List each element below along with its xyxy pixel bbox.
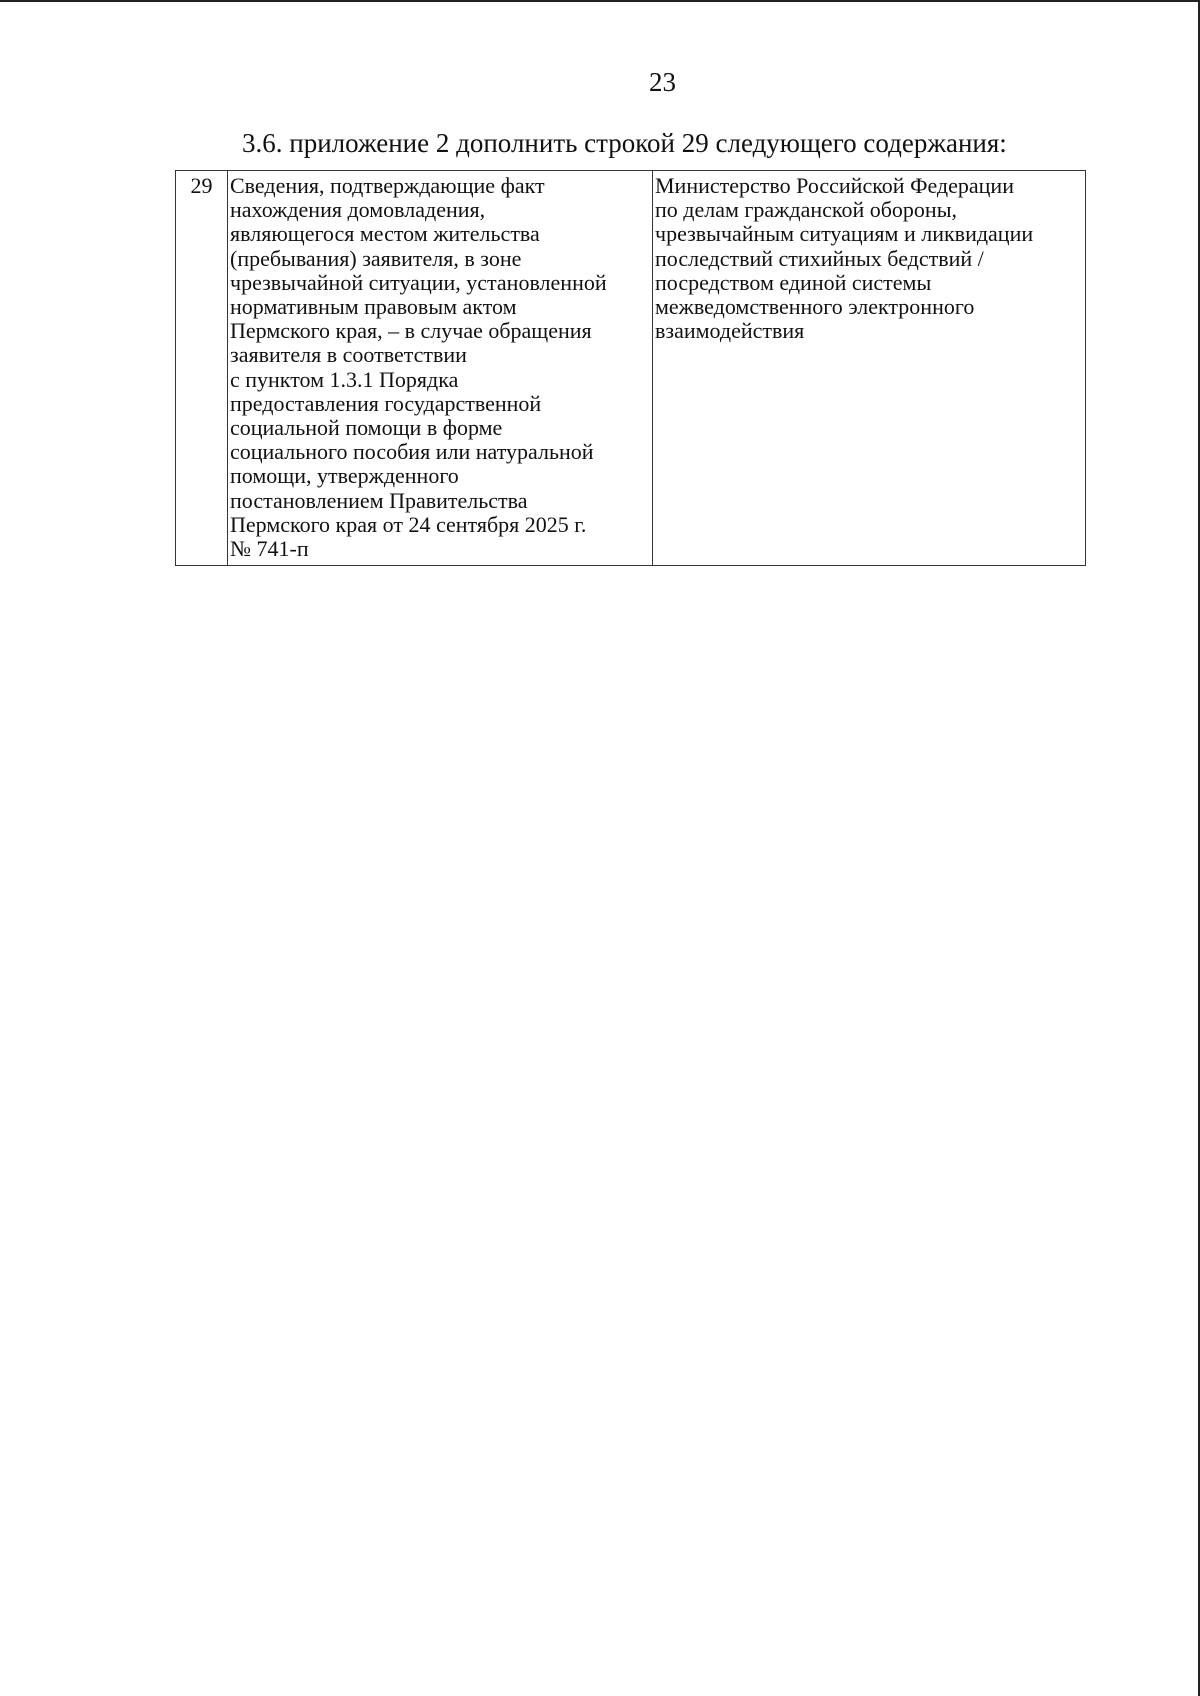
- source-line: по делам гражданской обороны,: [655, 197, 957, 223]
- description-line: являющегося местом жительства: [230, 221, 540, 247]
- amendment-table: [175, 170, 1086, 566]
- source-cell: [653, 171, 1086, 566]
- description-line: нахождения домовладения,: [230, 197, 486, 223]
- description-line: предоставления государственной: [230, 390, 542, 416]
- description-line: помощи, утвержденного: [230, 463, 459, 489]
- description-line: заявителя в соответствии: [230, 342, 467, 368]
- scan-border-top: [0, 0, 1200, 2]
- description-line: (пребывания) заявителя, в зоне: [230, 245, 522, 271]
- description-line: постановлением Правительства: [230, 487, 528, 513]
- description-line: чрезвычайной ситуации, установленной: [230, 269, 607, 295]
- description-line: Пермского края, – в случае обращения: [230, 318, 592, 344]
- source-line: последствий стихийных бедствий /: [655, 245, 984, 271]
- source-line: Министерство Российской Федерации: [655, 173, 1014, 198]
- description-line: № 741-п: [230, 536, 309, 562]
- source-line: посредством единой системы: [655, 269, 932, 295]
- description-line: социального пособия или натуральной: [230, 439, 594, 465]
- source-line: взаимодействия: [655, 318, 805, 344]
- page-number: 23: [649, 67, 676, 97]
- source-line: чрезвычайным ситуациям и ликвидации: [655, 221, 1034, 247]
- source-line: межведомственного электронного: [655, 294, 975, 320]
- description-line: Сведения, подтверждающие факт: [230, 173, 545, 198]
- row-number-cell: 29: [176, 171, 228, 566]
- description-line: с пунктом 1.3.1 Порядка: [230, 366, 459, 392]
- description-line: Пермского края от 24 сентября 2025 г.: [230, 511, 587, 537]
- table-row: [176, 171, 1086, 566]
- description-line: социальной помощи в форме: [230, 415, 503, 441]
- description-cell: [228, 171, 653, 566]
- amendment-intro-text: 3.6. приложение 2 дополнить строкой 29 следующего содержания:: [242, 128, 1007, 158]
- description-line: нормативным правовым актом: [230, 294, 517, 320]
